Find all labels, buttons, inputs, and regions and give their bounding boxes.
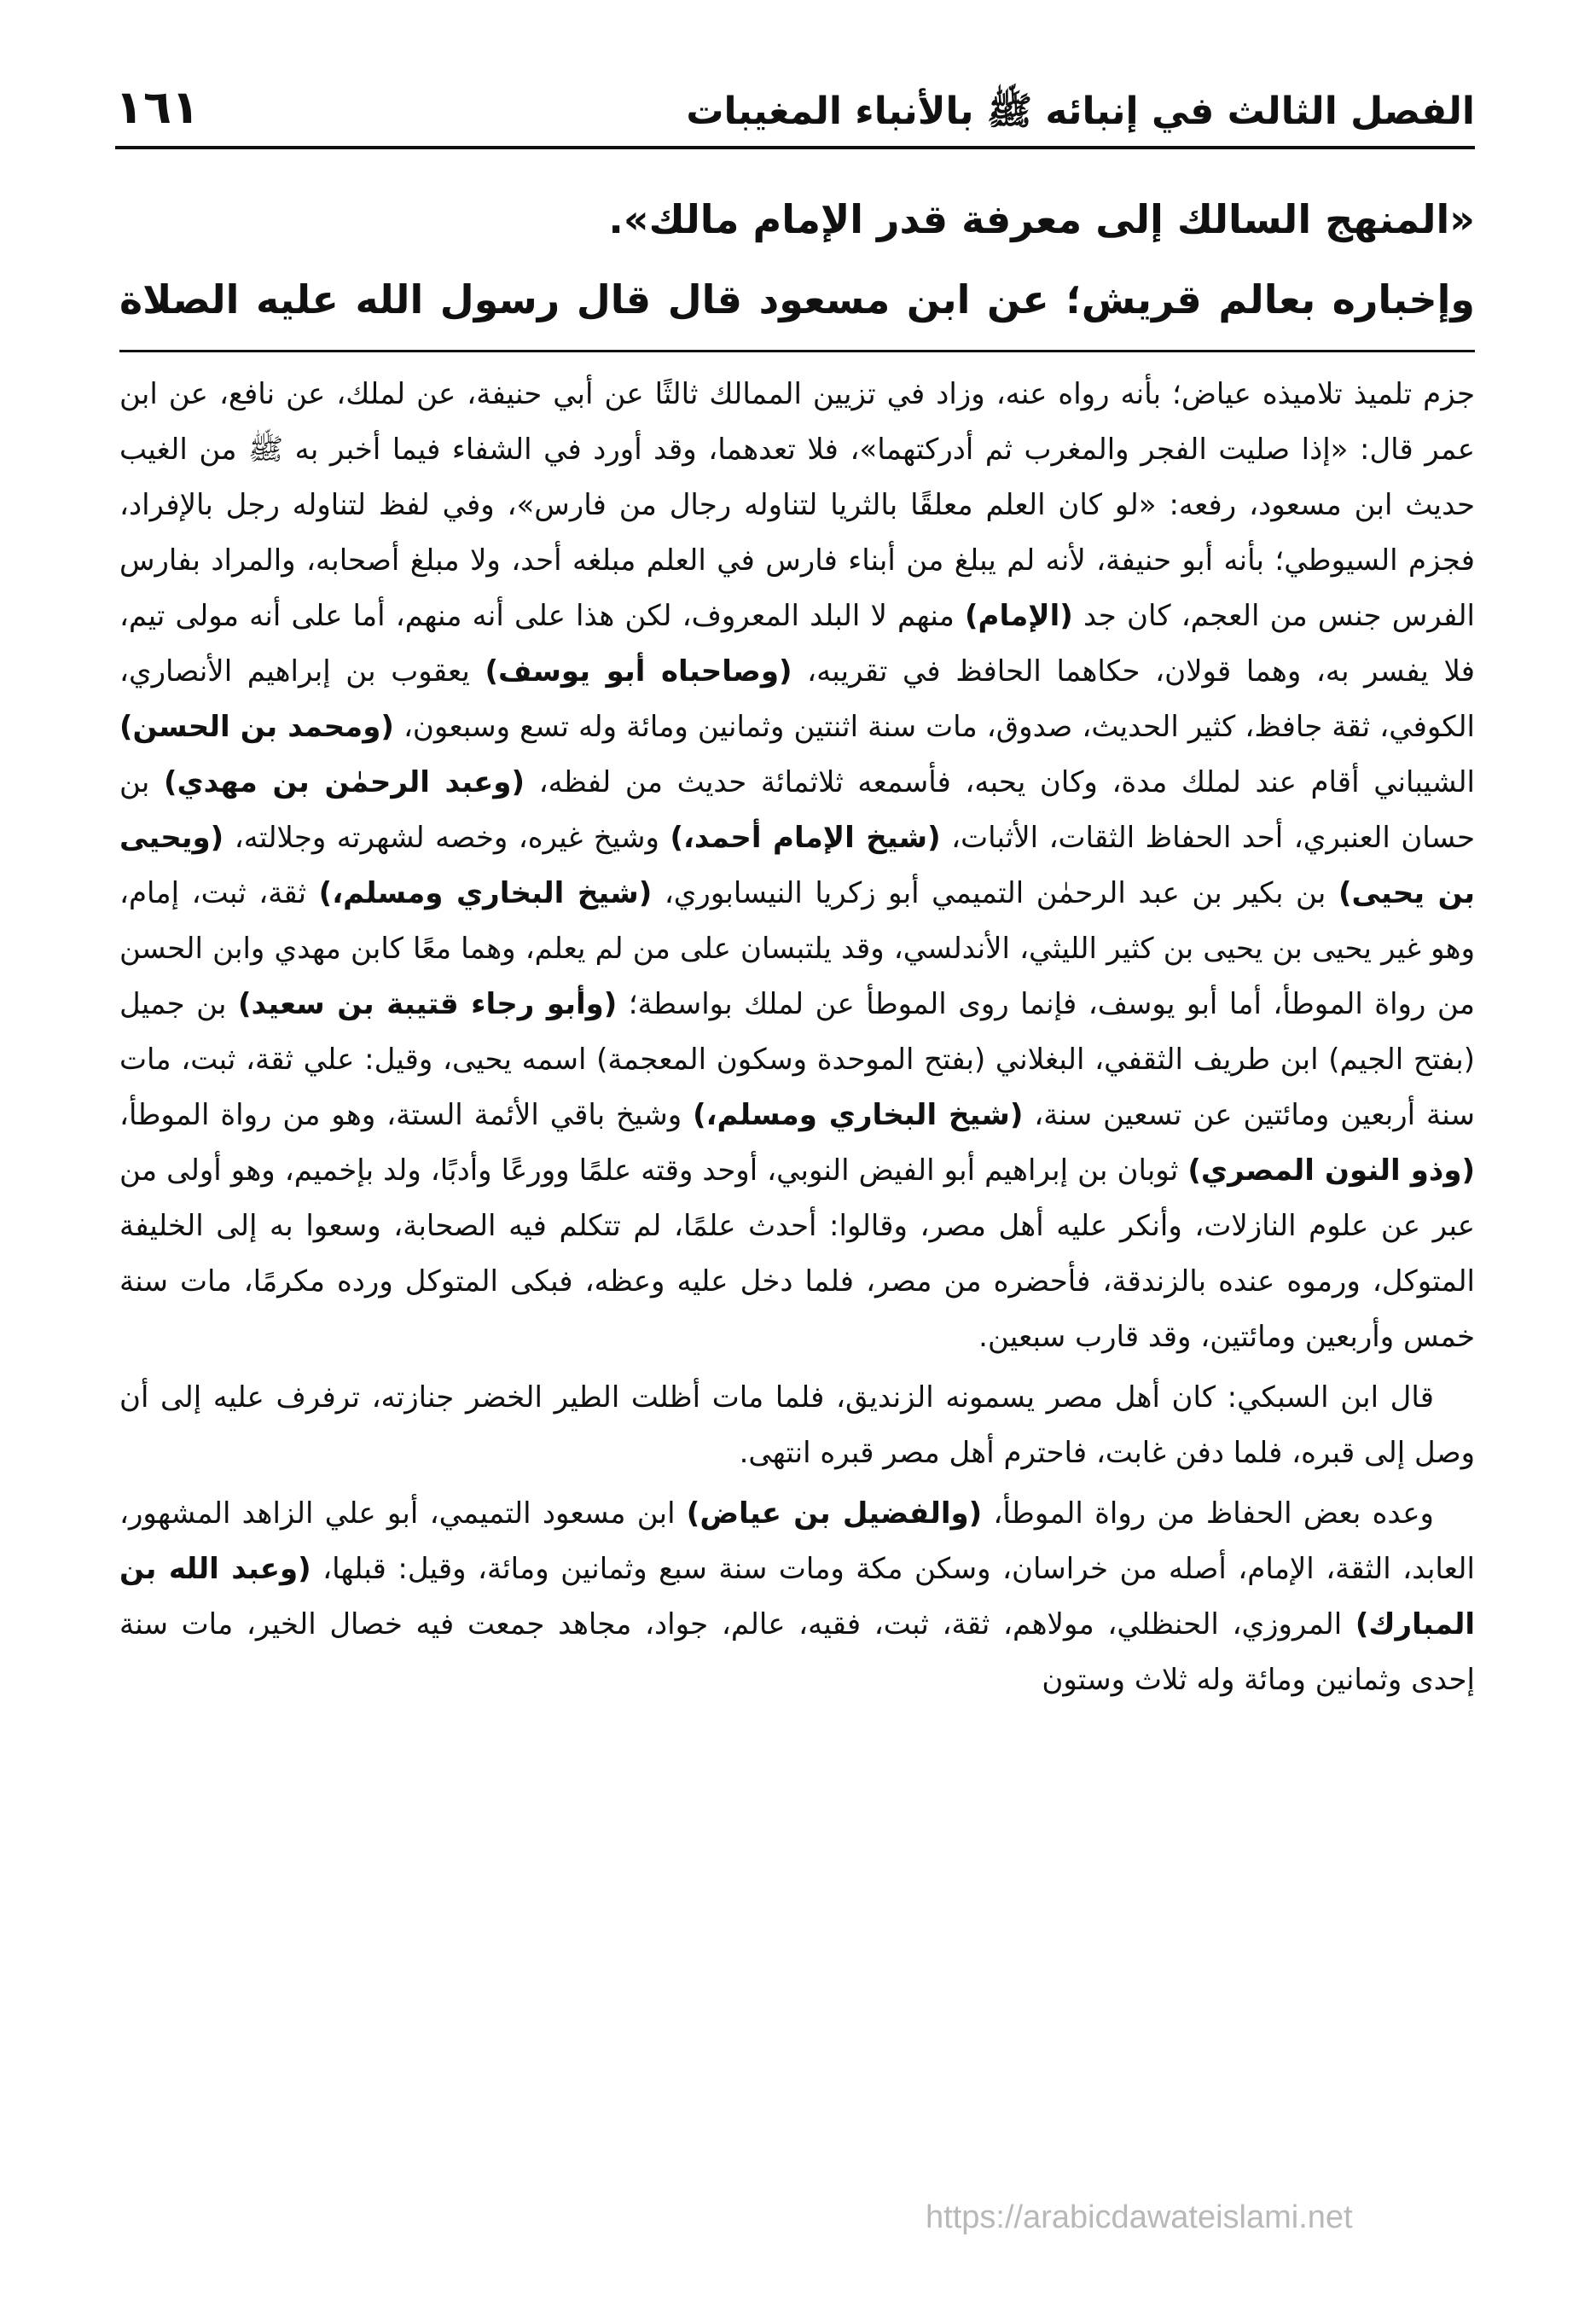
running-head: الفصل الثالث في إنبائه ﷺ بالأنباء المغيبات [686,90,1475,133]
footnote-bold-term: (شيخ البخاري ومسلم،) [318,876,653,910]
page-number: ١٦١ [115,80,200,134]
page-header [115,73,1475,149]
watermark-url: https://arabicdawateislami.net [926,2199,1353,2235]
footnote-bold-term: (وذو النون المصري) [1187,1153,1475,1188]
main-text-line-1: «المنهج السالك إلى معرفة قدر الإمام مالك». [608,196,1475,242]
footnote-divider [119,350,1475,352]
footnote-bold-term: (شيخ البخاري ومسلم،) [693,1098,1024,1132]
main-text-line-2: وإخباره بعالم قريش؛ عن ابن مسعود قال قال رسول الله عليه الصلاة [119,276,1475,322]
footnote-paragraph-2: قال ابن السبكي: كان أهل مصر يسمونه الزنديق، فلما مات أظلت الطير الخضر جنازته، ترفرف عليه إلى أن وصل إلى قبره، فلما دفن غابت، فاحترم أهل مصر قبره انتهى. [119,1380,1475,1470]
main-text [119,179,1475,340]
footnote-text: وعده بعض الحفاظ من رواة الموطأ، [982,1496,1434,1531]
footnote-bold-term: (وعبد الرحمٰن بن مهدي) [163,765,525,799]
footnote-text: بن جميل (بفتح الجيم) ابن طريف الثقفي، البغلاني (بفتح الموحدة وسكون المعجمة) اسمه يحيى، وقيل: علي ثقة، ثبت، مات سنة أربعين ومائتين عن تسعين سنة، [119,987,1475,1132]
footnote-text: ثوبان بن إبراهيم أبو الفيض النوبي، أوحد وقته علمًا وورعًا وأدبًا، ولد بإخميم، وهو أولى من عبر عن علوم النازلات، وأنكر عليه أهل مصر، وقالوا: أحدث علمًا، لم تتكلم فيه الصحابة، وسعوا به إلى الخليفة المتوكل، ورموه عنده بالزندقة، فأحضره من مصر، فلما دخل عليه وعظه، فبكى المتوكل ورده مكرمًا، مات سنة خمس وأربعين ومائتين، وقد قارب سبعين. [119,1153,1475,1354]
footnote-text: المروزي، الحنظلي، مولاهم، ثقة، ثبت، فقيه، عالم، جواد، مجاهد جمعت فيه خصال الخير، مات سنة إحدى وثمانين ومائة وله ثلاث وستون [119,1607,1475,1697]
footnote-bold-term: (والفضيل بن عياض) [686,1496,983,1531]
footnote-paragraph-3 [119,1486,1475,1708]
footnote-bold-term: (ومحمد بن الحسن) [119,710,394,744]
footnote-text: بن حسان العنبري، أحد الحفاظ الثقات، الأثبات، [119,765,1475,855]
footnote-text: منهم لا البلد المعروف، لكن هذا على أنه منهم، أما على أنه مولى تيم، فلا يفسر به، وهما قولان، حكاهما الحافظ في تقريبه، [119,599,1476,688]
footnote-text: وشيخ باقي الأئمة الستة، وهو من رواة الموطأ، [119,1098,694,1132]
footnote-bold-term: (ويحيى بن يحيى) [119,821,1475,910]
footnote-text: الشيباني أقام عند لملك مدة، وكان يحبه، فأسمعه ثلاثمائة حديث من لفظه، [524,765,1476,799]
footnote-text: ثقة، ثبت، إمام، وهو غير يحيى بن يحيى بن كثير الليثي، الأندلسي، وقد يلتبسان على من لم يعلم، وهما معًا كابن مهدي وابن الحسن من رواة الموطأ، أما أبو يوسف، فإنما روى الموطأ عن لملك بواسطة؛ [119,876,1475,1021]
footnote-text: جزم تلميذ تلاميذه عياض؛ بأنه رواه عنه، وزاد في تزيين الممالك ثالثًا عن أبي حنيفة، عن لملك، عن نافع، عن ابن عمر قال: «إذا صليت الفجر والمغرب ثم أدركتهما»، فلا تعدهما، وقد أورد في الشفاء فيما أخبر به ﷺ من الغيب حديث ابن مسعود، رفعه: «لو كان العلم معلقًا بالثريا لتناوله رجال من فارس»، وفي لفظ لتناوله رجل بالإفراد، فجزم السيوطي؛ بأنه أبو حنيفة، لأنه لم يبلغ من أبناء فارس في العلم مبلغه أحد، ولا مبلغ أصحابه، والمراد بفارس الفرس جنس من العجم، كان جد [119,377,1475,633]
footnotes [119,367,1475,1708]
footnote-text: وشيخ غيره، وخصه لشهرته وجلالته، [223,821,670,855]
footnote-bold-term: (وعبد الله بن المبارك) [119,1552,1475,1641]
footnote-text: ابن مسعود التميمي، أبو علي الزاهد المشهور، العابد، الثقة، الإمام، أصله من خراسان، وسكن مكة ومات سنة سبع وثمانين ومائة، وقيل: قبلها، [119,1496,1475,1586]
footnote-bold-term: (وصاحباه أبو يوسف) [485,654,792,688]
footnote-paragraph-1 [119,367,1475,1365]
footnote-bold-term: (شيخ الإمام أحمد،) [670,821,941,855]
footnote-text: بن بكير بن عبد الرحمٰن التميمي أبو زكريا النيسابوري، [652,876,1338,910]
footnote-bold-term: (الإمام) [964,599,1073,633]
footnote-text: يعقوب بن إبراهيم الأنصاري، الكوفي، ثقة جافظ، كثير الحديث، صدوق، مات سنة اثنتين وثمانين ومائة وله تسع وسبعون، [119,654,1475,744]
footnote-bold-term: (وأبو رجاء قتيبة بن سعيد) [238,987,618,1021]
